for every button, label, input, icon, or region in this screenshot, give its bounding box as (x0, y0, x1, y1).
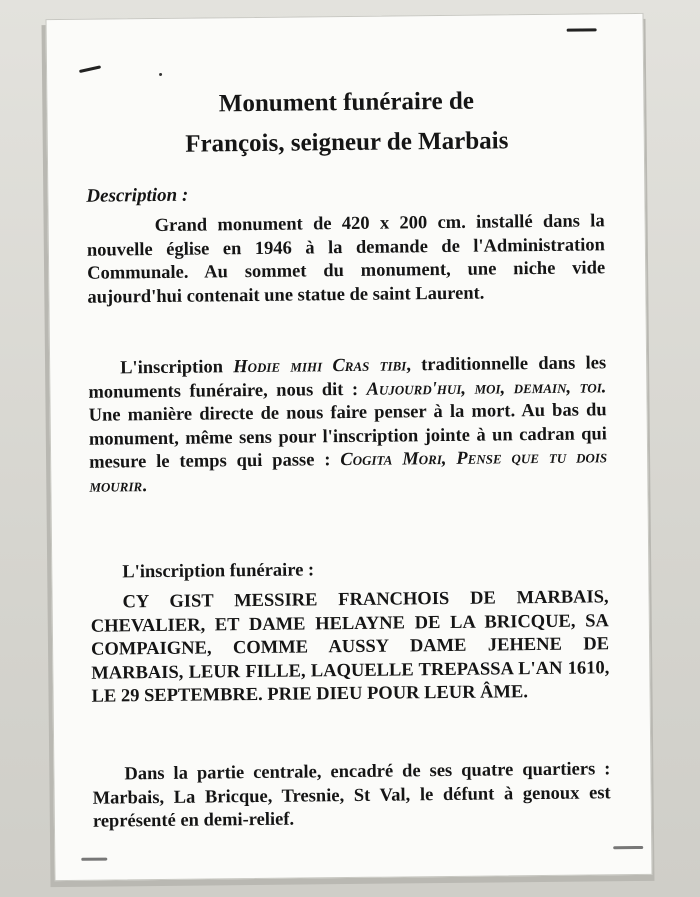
paragraph-text: CY GIST MESSIRE FRANCHOIS DE MARBAIS, CHEVALIER, ET DAME HELAYNE DE LA BRICQUE, SA COMPAIGNE, COMME AUSSY DAME JEHENE DE MARBAIS, LEUR FILLE, LAQUELLE TREPASSA L'AN 1610, LE 29 SEPTEMBRE. PRIE DIEU POUR LEUR ÂME. (90, 587, 610, 707)
paragraph-text (88, 352, 607, 498)
ink-dot (159, 73, 162, 76)
paragraph-central-part (92, 758, 611, 834)
tape-mark-bottom-right (613, 846, 643, 849)
text-run: . (142, 475, 147, 496)
text-run: , traditionnelle dans les monuments funéraire, nous dit : (88, 353, 607, 403)
title-line-1: Monument funéraire de (218, 87, 475, 118)
latin-inscription: Hodie mihi Cras tibi (233, 355, 407, 378)
paragraph-description (87, 210, 606, 309)
tape-mark-top-right (567, 28, 597, 31)
description-label: Description : (86, 184, 189, 207)
funeral-inscription-label (90, 556, 608, 585)
paragraph-text: Grand monument de 420 x 200 cm. installé dans la nouvelle église en 1946 à la demande de l'Administration Communale. Au sommet du monument, une niche vide aujourd'hui contenait une statue de saint Laurent. (86, 211, 606, 308)
text-run: Une manière directe de nous faire penser à la mort. Au bas du monument, même sens pour l'inscription jointe à un cadran qui mesure le temps qui passe : (88, 400, 607, 473)
paragraph-inscription (88, 352, 607, 498)
funeral-inscription-text (91, 586, 610, 709)
text-run: L'inscription (120, 357, 234, 379)
information-panel (46, 13, 653, 881)
title-line-2: François, seigneur de Marbais (185, 127, 509, 158)
tape-mark-bottom-left (81, 858, 107, 861)
panel-title (47, 80, 646, 166)
paragraph-text: Dans la partie centrale, encadré de ses quatre quartiers : Marbais, La Bricque, Tresnie, St Val, le défunt à genoux est représenté en demi-relief. (92, 759, 611, 832)
tape-mark-top-left (79, 65, 101, 73)
cadran-inscription: Cogita Mori, Pense que tu dois mourir (89, 447, 608, 497)
inscription-translation: Aujourd'hui, moi, demain, toi. (366, 376, 607, 400)
paragraph-text: L'inscription funéraire : (122, 560, 315, 583)
